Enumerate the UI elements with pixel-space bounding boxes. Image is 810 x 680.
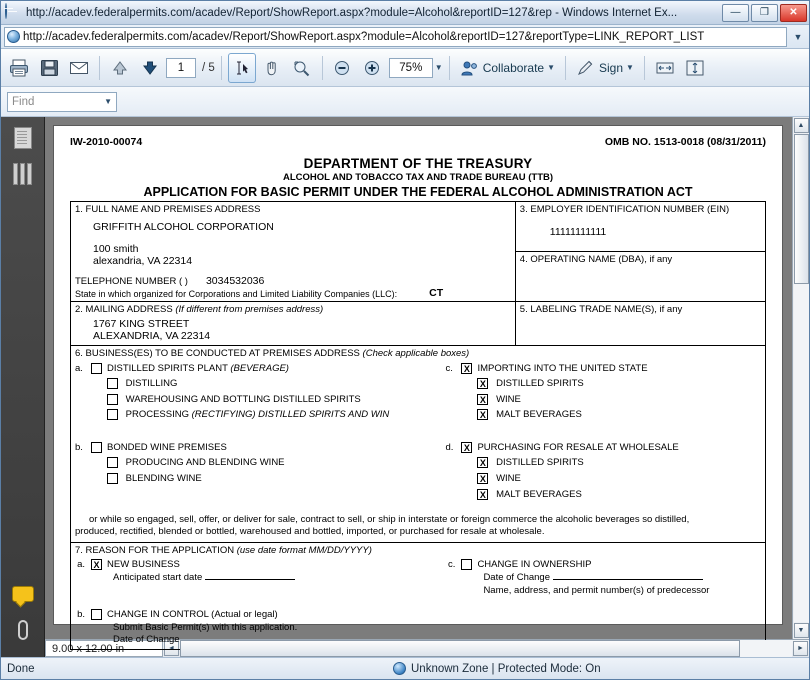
field-6c-item-2-label: WINE xyxy=(496,393,521,405)
fit-page-button[interactable] xyxy=(681,53,709,83)
print-icon xyxy=(9,59,29,77)
comments-panel-button[interactable] xyxy=(10,581,36,607)
field-6c-item-3-label: MALT BEVERAGES xyxy=(496,409,582,421)
page-number-input[interactable]: 1 xyxy=(166,58,196,78)
sign-caret-icon[interactable]: ▼ xyxy=(626,63,634,72)
field-7c-sub-label-2: Name, address, and permit number(s) of predecessor xyxy=(483,584,710,596)
viewer-body xyxy=(1,117,809,657)
field-6d-letter: d. xyxy=(445,442,454,454)
field-7a-sub-label: Anticipated start date xyxy=(113,572,203,584)
horizontal-scroll-thumb[interactable] xyxy=(180,640,740,657)
field-2-label-text: 2. MAILING ADDRESS xyxy=(75,304,173,315)
field-3-value: 11111111111 xyxy=(549,226,607,238)
checkbox-7b[interactable] xyxy=(91,609,102,620)
sign-button[interactable] xyxy=(572,53,638,83)
field-6a-item-2-label: WAREHOUSING AND BOTTLING DISTILLED SPIRITS xyxy=(125,393,361,405)
zoom-out-button[interactable] xyxy=(329,53,357,83)
collaborate-button[interactable] xyxy=(456,53,559,83)
scroll-down-button[interactable]: ▼ xyxy=(794,623,809,638)
field-7-left-column xyxy=(75,559,445,647)
field-6d-label: PURCHASING FOR RESALE AT WHOLESALE xyxy=(477,442,679,454)
field-3-4-cell xyxy=(515,202,765,302)
field-6-label xyxy=(75,348,761,359)
toolbar-separator-5 xyxy=(565,56,566,80)
field-5-cell xyxy=(515,302,765,346)
window-title: http://acadev.federalpermits.com/acadev/Report/ShowReport.aspx?module=Alcohol&reportID=127&rep - Windows Internet Ex... xyxy=(26,6,678,19)
status-bar xyxy=(1,657,809,679)
table-row xyxy=(71,202,766,302)
field-6a-letter: a. xyxy=(75,363,83,374)
hand-tool-button[interactable] xyxy=(258,53,286,83)
checkbox-6c-3[interactable]: X xyxy=(477,409,488,420)
zoom-level-input[interactable]: 75% xyxy=(389,58,433,78)
field-7b-letter: b. xyxy=(77,608,85,620)
maximize-button[interactable]: ❐ xyxy=(751,4,778,22)
address-url-text: http://acadev.federalpermits.com/acadev/Report/ShowReport.aspx?module=Alcohol&reportID=127&reportType=LINK_REPORT_LIST xyxy=(23,30,705,43)
field-2-label xyxy=(75,304,511,315)
checkbox-6a-3[interactable] xyxy=(107,409,118,420)
field-4-label: 4. OPERATING NAME (DBA), if any xyxy=(519,254,673,265)
vertical-scroll-thumb[interactable] xyxy=(794,134,809,284)
field-5-label: 5. LABELING TRADE NAME(S), if any xyxy=(519,304,683,315)
field-6b-label: BONDED WINE PREMISES xyxy=(107,442,227,454)
address-bar xyxy=(1,25,809,49)
field-1-state-label: State in which organized for Corporations and Limited Liability Companies (LLC): xyxy=(75,289,398,299)
checkbox-6a-2[interactable] xyxy=(107,394,118,405)
field-7-cell xyxy=(71,543,766,650)
checkbox-6a[interactable] xyxy=(91,363,102,374)
field-3-label: 3. EMPLOYER IDENTIFICATION NUMBER (EIN) xyxy=(519,204,730,215)
find-dropdown-icon[interactable]: ▼ xyxy=(104,96,112,106)
field-7a-label: NEW BUSINESS xyxy=(107,559,180,571)
checkbox-7c[interactable] xyxy=(461,559,472,570)
find-bar xyxy=(1,87,809,117)
attachments-panel-button[interactable] xyxy=(10,617,36,643)
page-globe-icon xyxy=(7,30,20,43)
collaborate-label: Collaborate xyxy=(482,60,545,75)
checkbox-6d-3[interactable]: X xyxy=(477,489,488,500)
close-button[interactable]: ✕ xyxy=(780,4,807,22)
checkbox-6d-2[interactable]: X xyxy=(477,473,488,484)
field-1-name: GRIFFITH ALCOHOL CORPORATION xyxy=(93,221,274,233)
field-7a-date-input[interactable] xyxy=(205,579,295,580)
toolbar-separator-2 xyxy=(221,56,222,80)
field-6b-letter: b. xyxy=(75,442,83,454)
checkbox-6c[interactable]: X xyxy=(461,363,472,374)
fit-page-icon xyxy=(685,59,705,77)
bookmarks-panel-button[interactable] xyxy=(10,161,36,187)
field-7c-letter: c. xyxy=(448,559,456,571)
field-1-cell xyxy=(71,202,516,302)
collaborate-icon xyxy=(460,59,480,77)
field-6-cell xyxy=(71,346,766,543)
scroll-up-button[interactable]: ▲ xyxy=(794,118,809,133)
magnifier-marquee-icon xyxy=(292,59,311,77)
field-7a-letter: a. xyxy=(77,559,85,571)
field-6a-label-text: DISTILLED SPIRITS PLANT xyxy=(107,363,228,374)
previous-page-button[interactable] xyxy=(106,53,134,83)
zoom-dropdown-icon[interactable]: ▼ xyxy=(434,63,443,72)
field-7-label-italic: (use date format MM/DD/YYYY) xyxy=(236,545,372,557)
page-dimensions-label: 9.00 x 12.00 in xyxy=(45,640,163,657)
field-6c-letter: c. xyxy=(445,363,453,374)
field-6-label-text: 6. BUSINESS(ES) TO BE CONDUCTED AT PREMISES ADDRESS xyxy=(75,348,360,359)
vertical-scroll-track[interactable] xyxy=(794,134,809,622)
field-6b-item-1-label: PRODUCING AND BLENDING WINE xyxy=(125,457,285,469)
field-1-state-value: CT xyxy=(429,287,444,299)
address-dropdown-icon[interactable]: ▼ xyxy=(793,31,803,42)
field-6a-item-3-label: PROCESSING xyxy=(125,409,189,421)
field-7c-label: CHANGE IN OWNERSHIP xyxy=(477,559,592,571)
field-2-address-line-2: ALEXANDRIA, VA 22314 xyxy=(93,330,211,342)
field-1-label: 1. FULL NAME AND PREMISES ADDRESS xyxy=(75,204,261,215)
document-id: IW-2010-00074 xyxy=(70,136,143,148)
field-6a-label-italic: (BEVERAGE) xyxy=(230,363,289,374)
agency-name: DEPARTMENT OF THE TREASURY xyxy=(303,156,533,171)
pdf-toolbar xyxy=(1,49,809,87)
field-7b-label: CHANGE IN CONTROL (Actual or legal) xyxy=(107,608,278,620)
email-icon xyxy=(69,59,89,77)
fit-width-button[interactable] xyxy=(651,53,679,83)
arrow-down-icon xyxy=(141,59,159,77)
field-1-phone-label: TELEPHONE NUMBER ( ) xyxy=(75,276,188,287)
zoom-out-icon xyxy=(333,59,353,77)
page-header-row xyxy=(70,136,766,148)
field-7-label-text: 7. REASON FOR THE APPLICATION xyxy=(75,545,235,557)
checkbox-7a[interactable]: X xyxy=(91,559,102,570)
find-placeholder: Find xyxy=(12,95,35,108)
zone-globe-icon xyxy=(393,662,406,675)
checkbox-6b[interactable] xyxy=(91,442,102,453)
table-row xyxy=(71,543,766,650)
horizontal-scroll-track[interactable] xyxy=(180,640,792,657)
scroll-left-button[interactable]: ◄ xyxy=(164,641,179,656)
text-cursor-icon xyxy=(233,59,251,77)
document-scroll-region xyxy=(45,117,809,646)
field-6c-label: IMPORTING INTO THE UNITED STATE xyxy=(477,363,648,374)
find-input[interactable] xyxy=(7,92,117,112)
toolbar-separator-6 xyxy=(644,56,645,80)
select-tool-button[interactable] xyxy=(228,53,256,83)
pen-icon xyxy=(576,59,596,77)
field-1-address-line-1: 100 smith xyxy=(93,243,139,255)
field-6-note-line-2: produced, rectified, blended or bottled, warehoused and bottled, imported, or purchased for resale at wholesale. xyxy=(75,526,545,538)
field-1-phone-value: 3034532036 xyxy=(205,275,265,287)
pdf-page xyxy=(53,125,783,646)
address-input[interactable] xyxy=(4,27,787,47)
checkbox-6b-1[interactable] xyxy=(107,457,118,468)
field-6c-item-1-label: DISTILLED SPIRITS xyxy=(496,377,584,389)
save-button[interactable] xyxy=(35,53,63,83)
field-6-note-line-1: or while so engaged, sell, offer, or deliver for sale, contract to sell, or ship in interstate or foreign commerce the alcoholic beverages so distilled, xyxy=(89,513,690,525)
fit-width-icon xyxy=(655,59,675,77)
table-row xyxy=(71,302,766,346)
sign-label: Sign xyxy=(599,60,624,75)
title-bar xyxy=(1,1,809,25)
security-zone[interactable] xyxy=(393,662,601,675)
checkbox-6a-1[interactable] xyxy=(107,378,118,389)
checkbox-6b-2[interactable] xyxy=(107,473,118,484)
field-6d-item-3-label: MALT BEVERAGES xyxy=(496,488,582,500)
field-7b-sub-label-1: Submit Basic Permit(s) with this application. xyxy=(113,621,298,633)
email-button[interactable] xyxy=(65,53,93,83)
table-row xyxy=(71,346,766,543)
field-7-label xyxy=(75,545,761,556)
form-title: APPLICATION FOR BASIC PERMIT UNDER THE FEDERAL ALCOHOL ADMINISTRATION ACT xyxy=(143,185,693,199)
field-7-right-column xyxy=(445,559,761,647)
next-page-button[interactable] xyxy=(136,53,164,83)
marquee-zoom-button[interactable] xyxy=(288,53,316,83)
hand-icon xyxy=(263,59,281,77)
document-area xyxy=(45,117,809,657)
navigation-rail xyxy=(1,117,45,657)
app-globe-icon xyxy=(5,4,22,21)
field-6a-item-3-label-italic: (RECTIFYING) DISTILLED SPIRITS AND WIN xyxy=(191,409,390,421)
field-6b-item-2-label: BLENDING WINE xyxy=(125,472,202,484)
field-7c-sub-label-1: Date of Change xyxy=(483,572,550,584)
pages-panel-button[interactable] xyxy=(10,125,36,151)
field-6d-item-1-label: DISTILLED SPIRITS xyxy=(496,457,584,469)
document-vertical-scrollbar[interactable] xyxy=(792,117,809,639)
field-2-address-line-1: 1767 KING STREET xyxy=(93,318,190,330)
field-6a-item-1-label: DISTILLING xyxy=(125,377,178,389)
checkbox-6c-1[interactable]: X xyxy=(477,378,488,389)
field-6-label-italic: (Check applicable boxes) xyxy=(362,348,470,359)
checkbox-6c-2[interactable]: X xyxy=(477,394,488,405)
zoom-in-button[interactable] xyxy=(359,53,387,83)
bureau-name: ALCOHOL AND TOBACCO TAX AND TRADE BUREAU (TTB) xyxy=(282,172,554,183)
checkbox-6d[interactable]: X xyxy=(461,442,472,453)
scroll-right-button[interactable]: ► xyxy=(793,641,808,656)
page-canvas xyxy=(45,117,792,646)
zone-label: Unknown Zone | Protected Mode: On xyxy=(411,662,601,675)
minimize-button[interactable]: — xyxy=(722,4,749,22)
field-6-right-column xyxy=(445,363,761,502)
window-controls xyxy=(722,4,807,22)
field-1-address-line-2: alexandria, VA 22314 xyxy=(93,255,193,267)
field-2-label-italic: (If different from premises address) xyxy=(175,304,324,315)
toolbar-separator-4 xyxy=(449,56,450,80)
checkbox-6d-1[interactable]: X xyxy=(477,457,488,468)
toolbar-separator-1 xyxy=(99,56,100,80)
field-6d-item-2-label: WINE xyxy=(496,472,521,484)
field-7b-sub-label-2: Date of Change xyxy=(113,634,180,646)
save-icon xyxy=(40,59,59,77)
form-table xyxy=(70,201,766,650)
collaborate-caret-icon[interactable]: ▼ xyxy=(547,63,556,72)
print-button[interactable] xyxy=(5,53,33,83)
page-total-label: / 5 xyxy=(202,61,215,74)
field-6-left-column xyxy=(75,363,445,502)
field-6a-label xyxy=(107,363,289,376)
arrow-up-icon xyxy=(111,59,129,77)
toolbar-separator-3 xyxy=(322,56,323,80)
field-2-cell xyxy=(71,302,516,346)
status-text: Done xyxy=(7,662,35,675)
field-7c-date-input[interactable] xyxy=(553,579,703,580)
zoom-in-icon xyxy=(363,59,383,77)
omb-number: OMB NO. 1513-0018 (08/31/2011) xyxy=(604,136,766,148)
